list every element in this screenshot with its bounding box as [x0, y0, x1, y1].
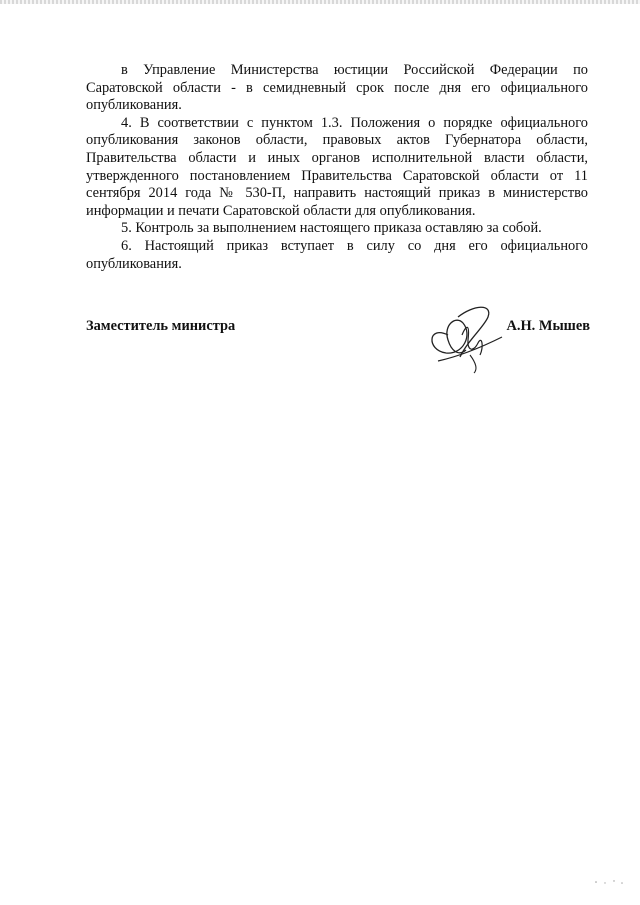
document-body [86, 62, 588, 273]
signature-block [86, 318, 590, 348]
handwritten-signature [418, 295, 508, 375]
paragraph-5: 5. Контроль за выполнением настоящего приказа оставляю за собой. [121, 220, 542, 237]
paragraph-4: 4. В соответствии с пунктом 1.3. Положения о порядке официального опубликования законов области, правовых актов Губернатора области, Правительства области и иных органов исполнительной власти области, утвержденного постановлением Правительства Саратовской области от 11 сентября 2014 года № 530-П, направить настоящий приказ в министерство информации и печати Саратовской области для опубликования. [86, 114, 588, 219]
paragraph-continuation: в Управление Министерства юстиции Российской Федерации по Саратовской области - в семидневный срок после дня его официального опубликования. [86, 62, 588, 114]
paragraph-6: 6. Настоящий приказ вступает в силу со дня его официального опубликования. [86, 237, 588, 272]
signer-title: Заместитель министра [86, 318, 236, 334]
signer-name: А.Н. Мышев [506, 318, 590, 334]
scan-top-edge [0, 0, 640, 4]
scan-specks [592, 878, 632, 886]
